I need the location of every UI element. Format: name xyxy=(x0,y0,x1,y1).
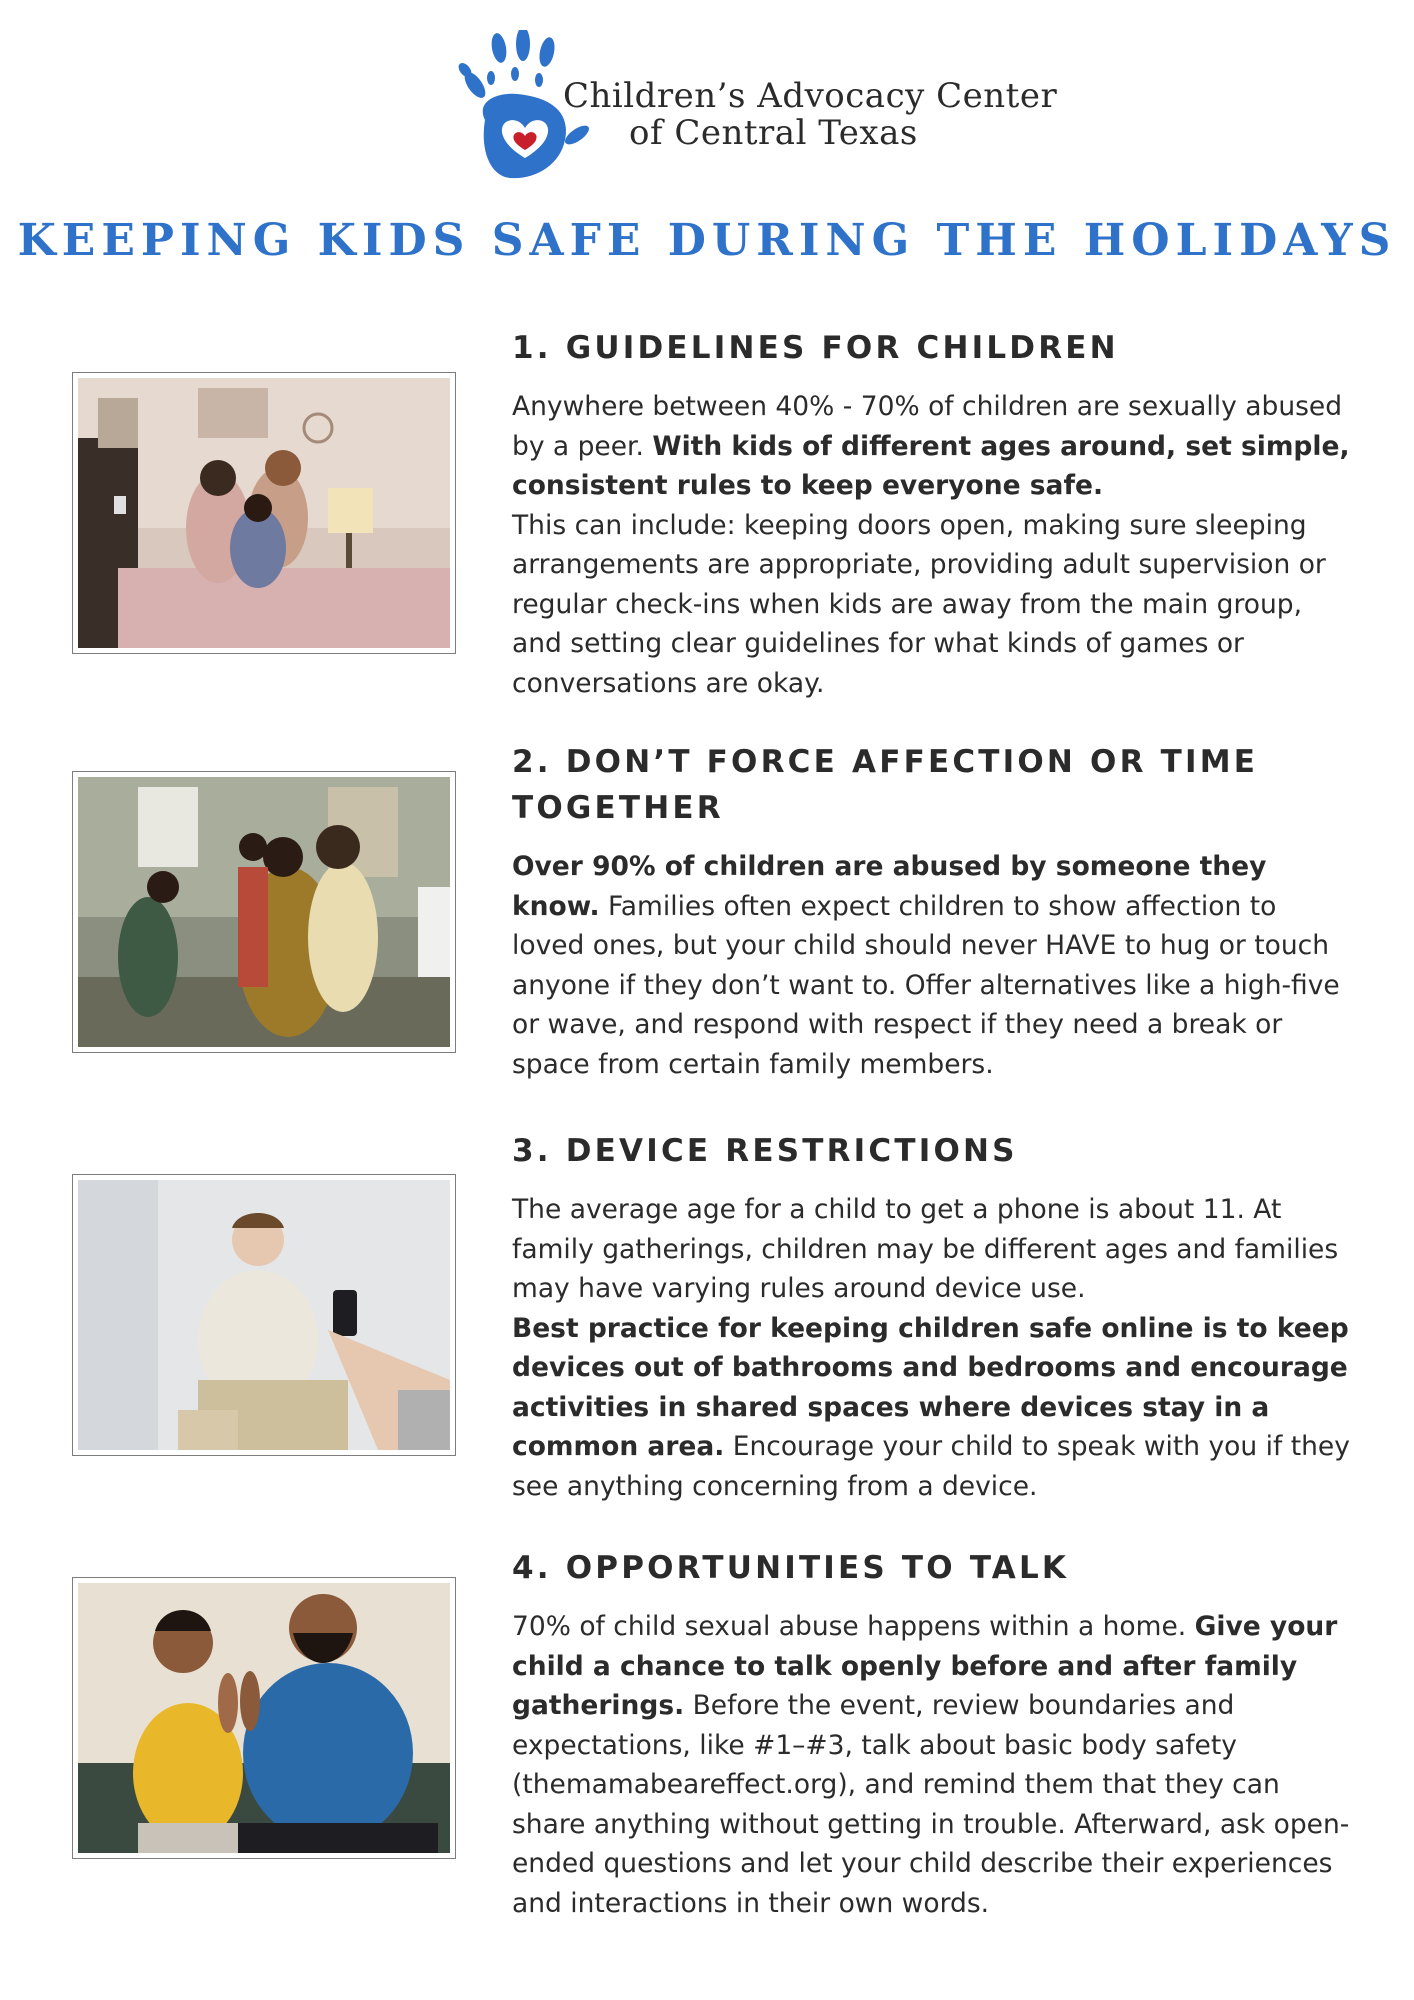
section-heading: 3. DEVICE RESTRICTIONS xyxy=(512,1133,1018,1169)
section-heading: 2. DON’T FORCE AFFECTION OR TIME TOGETHER xyxy=(512,744,1259,826)
section-2 xyxy=(512,739,1352,1084)
org-logo xyxy=(455,30,1058,190)
section-body: 70% of child sexual abuse happens within a home. Give your child a chance to talk openly before and after family gatherings. Before the event, review boundaries and expectations, like #1–#3, talk about basic body safety (themamabeareffect.org), and remind them that they can share anything without getting in trouble. Afterward, ask open-ended questions and let your child describe their experiences and interactions in their own words. xyxy=(512,1611,1350,1919)
section-2-photo xyxy=(72,771,456,1053)
section-body: Over 90% of children are abused by someone they know. Families often expect children to show affection to loved ones, but your child should never HAVE to hug or touch anyone if they don’t want to. Offer alternatives like a high-five or wave, and respond with respect if they need a break or space from certain family members. xyxy=(512,851,1340,1080)
photo-father-son-high-five xyxy=(78,1583,450,1853)
section-4-photo xyxy=(72,1577,456,1859)
photo-teen-boy-handed-phone xyxy=(78,1180,450,1450)
photo-girls-taking-selfie-on-bed xyxy=(78,378,450,648)
section-1 xyxy=(512,325,1352,703)
section-heading: 1. GUIDELINES FOR CHILDREN xyxy=(512,330,1119,366)
org-name-line1: Children’s Advocacy Center xyxy=(563,76,1058,116)
page-title: KEEPING KIDS SAFE DURING THE HOLIDAYS xyxy=(17,215,1397,266)
photo-family-hugging-on-porch xyxy=(78,777,450,1047)
section-3 xyxy=(512,1128,1352,1506)
section-heading: 4. OPPORTUNITIES TO TALK xyxy=(512,1550,1070,1586)
section-1-photo xyxy=(72,372,456,654)
org-name-line2: of Central Texas xyxy=(629,113,918,154)
section-body: The average age for a child to get a phone is about 11. At family gatherings, children may be different ages and families may have varying rules around device use. Best practice for keeping children safe online is to keep devices out of bathrooms and bedrooms and encourage activities in shared spaces where devices stay in a common area. Encourage your child to speak with you if they see anything concerning from a device. xyxy=(512,1194,1350,1502)
section-3-photo xyxy=(72,1174,456,1456)
section-4 xyxy=(512,1545,1352,1923)
section-body: Anywhere between 40% - 70% of children are sexually abused by a peer. With kids of different ages around, set simple, consistent rules to keep everyone safe. This can include: keeping doors open, making sure sleeping arrangements are appropriate, providing adult supervision or regular check-ins when kids are away from the main group, and setting clear guidelines for what kinds of games or conversations are okay. xyxy=(512,391,1350,699)
